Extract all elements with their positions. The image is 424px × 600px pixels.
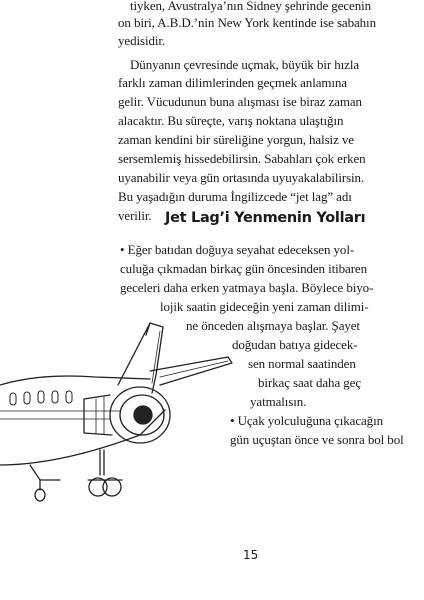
page-number: 15	[243, 548, 259, 562]
text-line: gelir. Vücudunun buna alışması ise biraz zaman	[118, 94, 362, 109]
text-line: ne önceden alışmaya başlar. Şayet	[186, 318, 360, 333]
text-line: sersemlemiş hissedebilirsin. Sabahları çok erken	[118, 151, 366, 166]
text-line: farklı zaman dilimlerinden geçmek anlamına	[118, 75, 347, 90]
text-line: sen normal saatinden	[248, 356, 356, 371]
text-line: yatmalısın.	[250, 394, 307, 409]
text-line: zaman kendini bir süreliğine yorgun, halsiz ve	[118, 132, 354, 147]
text-line: verilir.	[118, 208, 152, 223]
text-line: • Uçak yolculuğuna çıkacağın	[230, 413, 383, 428]
text-line: uyanabilir veya gün ortasında uyuyakalabilirsin.	[118, 170, 365, 185]
text-line: birkaç saat daha geç	[258, 375, 362, 390]
text-line: yedisidir.	[118, 33, 166, 48]
text-line: tiyken, Avustralya’nın Sidney şehrinde gecenin	[130, 0, 372, 13]
text-line: • Eğer batıdan doğuya seyahat edeceksen yol-	[120, 242, 355, 257]
airplane-illustration	[0, 315, 240, 515]
text-line: Dünyanın çevresinde uçmak, büyük bir hızla	[130, 57, 360, 72]
section-heading: Jet Lag’i Yenmenin Yolları	[165, 210, 366, 226]
text-line: doğudan batıya gidecek-	[232, 337, 358, 352]
text-line: gün uçuştan önce ve sonra bol bol	[230, 432, 404, 447]
text-line: Bu yaşadığın duruma İngilizcede “jet lag” adı	[118, 189, 352, 204]
text-line: alacaktır. Bu süreçte, varış noktana ulaştığın	[118, 113, 344, 128]
text-line: culuğa çıkmadan birkaç gün öncesinden itibaren	[120, 261, 368, 276]
text-line: geceleri daha erken yatmaya başla. Böylece biyo-	[120, 280, 374, 295]
text-line: on biri, A.B.D.’nin New York kentinde ise sabahın	[118, 15, 376, 30]
text-line: lojik saatin gideceğin yeni zaman dilimi-	[160, 299, 369, 314]
